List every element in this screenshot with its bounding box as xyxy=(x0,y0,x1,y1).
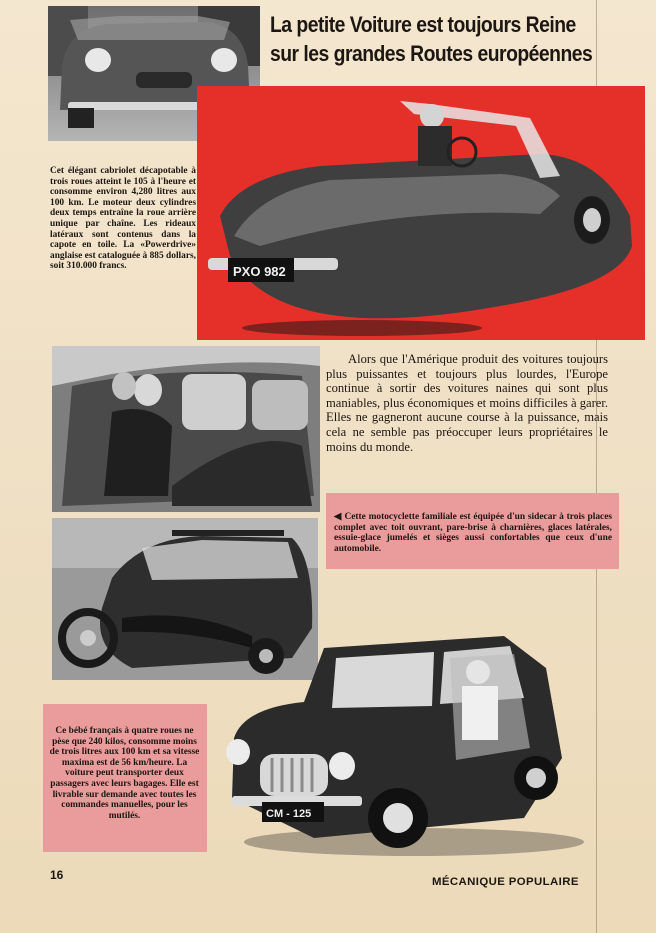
caption-convertible xyxy=(50,166,196,272)
page-number: 16 xyxy=(50,868,64,882)
caption-convertible-text: Cet élégant cabriolet décapotable à trois roues atteint le 105 à l'heure et consomme environ 4,280 litres aux 100 km. Le moteur deux cylindres deux temps entraîne la roue arrière unique par chaîne. Les rideaux latéraux sont contenus dans la capote en toile. La «Powerdrive» anglaise est cataloguée à 885 dollars, soit 310.000 francs. xyxy=(50,166,196,272)
caption-baby-car xyxy=(49,726,200,821)
photo-baby-car xyxy=(224,628,586,860)
intro-paragraph xyxy=(326,352,608,454)
caption-sidecar xyxy=(334,512,612,554)
photo-sidecar-interior xyxy=(52,346,320,512)
photo-convertible-side xyxy=(200,96,638,336)
headline xyxy=(270,10,593,68)
headline-line-2: sur les grandes Routes européennes xyxy=(270,41,593,66)
magazine-name: MÉCANIQUE POPULAIRE xyxy=(432,876,579,888)
baby-car-license-plate: CM - 125 xyxy=(266,808,312,820)
caption-baby-car-text: Ce bébé français à quatre roues ne pèse que 240 kilos, consomme moins de trois litres aux 100 km et sa vitesse maxima est de 56 km/heure. La voiture peut transporter deux passagers avec leurs bagages. Elle est livrable sur demande avec toutes les commandes manuelles, pour les mutilés. xyxy=(49,726,200,821)
convertible-license-plate: PXO 982 xyxy=(233,264,286,279)
arrow-left-icon: ◀ xyxy=(334,512,342,522)
caption-sidecar-text xyxy=(334,512,612,554)
headline-line-1: La petite Voiture est toujours Reine xyxy=(270,12,576,37)
intro-text: Alors que l'Amérique produit des voitures toujours plus puissantes et toujours plus lourdes, l'Europe continue à sortir des voitures naines qui sont plus maniables, plus économiques et moins difficiles à garer. Elles ne gagneront aucune course à la puissance, mais cela ne semble pas préoccuper leurs propriétaires le moins du monde. xyxy=(326,352,609,454)
caption-sidecar-body: Cette motocyclette familiale est équipée d'un sidecar à trois places complet avec toit ouvrant, pare-brise à charnières, glaces latérales, essuie-glace jumelés et sièges aussi confortables que ceux d'une automobile. xyxy=(334,512,612,554)
